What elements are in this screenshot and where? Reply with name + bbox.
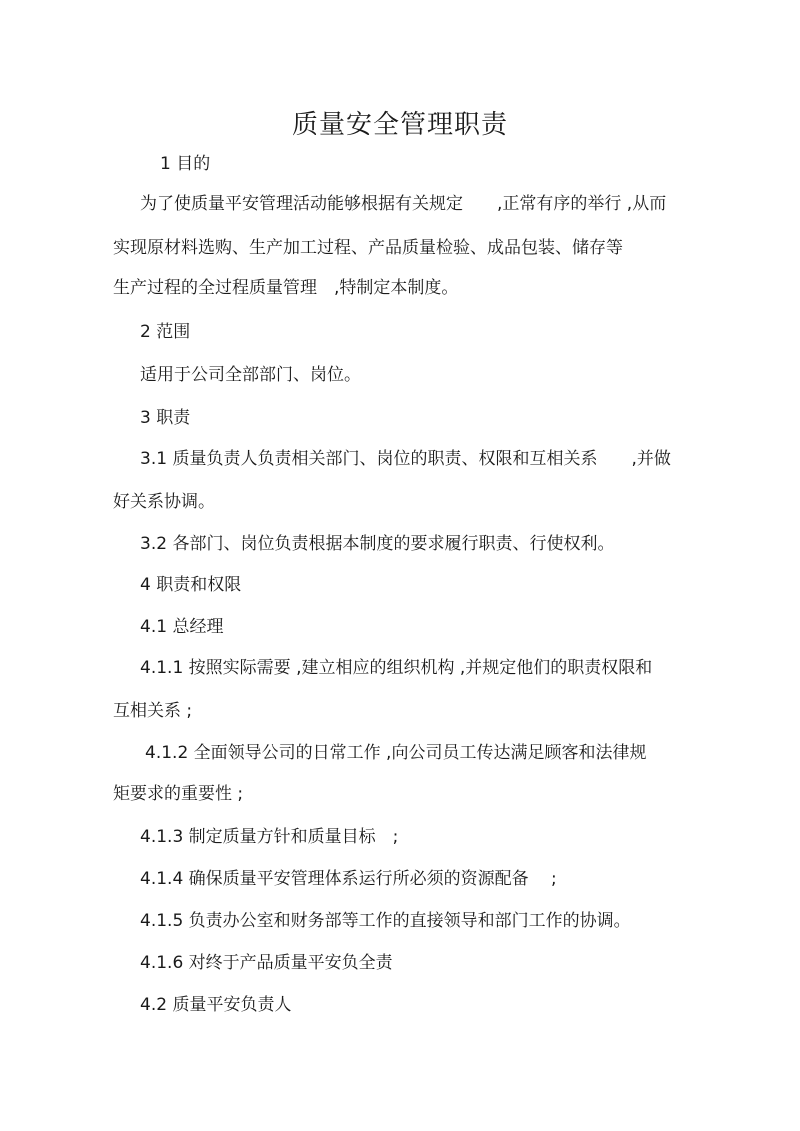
subsection-heading-quality-safety-lead: 4.2 质量平安负责人 bbox=[140, 995, 292, 1015]
subsection-heading-general-manager: 4.1 总经理 bbox=[140, 617, 224, 637]
section-heading-scope: 2 范围 bbox=[140, 322, 191, 342]
paragraph-line: 实现原材料选购、生产加工过程、产品质量检验、成品包装、储存等 bbox=[113, 238, 623, 258]
paragraph-line: 3.1 质量负责人负责相关部门、岗位的职责、权限和互相关系 ,并做 bbox=[140, 449, 671, 469]
section-heading-duties-and-authority: 4 职责和权限 bbox=[140, 575, 242, 595]
paragraph-line: 4.1.5 负责办公室和财务部等工作的直接领导和部门工作的协调。 bbox=[140, 911, 631, 931]
paragraph-line: 矩要求的重要性 ; bbox=[113, 784, 244, 804]
paragraph-line: 生产过程的全过程质量管理 ,特制定本制度。 bbox=[113, 278, 459, 298]
section-heading-purpose: 1 目的 bbox=[160, 154, 211, 174]
paragraph-line: 3.2 各部门、岗位负责根据本制度的要求履行职责、行使权利。 bbox=[140, 534, 615, 554]
paragraph-line: 4.1.3 制定质量方针和质量目标 ; bbox=[140, 827, 399, 847]
paragraph-line: 4.1.1 按照实际需要 ,建立相应的组织机构 ,并规定他们的职责权限和 bbox=[140, 658, 653, 678]
paragraph-line: 为了使质量平安管理活动能够根据有关规定 ,正常有序的举行 ,从而 bbox=[140, 194, 667, 214]
section-heading-duties: 3 职责 bbox=[140, 408, 191, 428]
paragraph-line: 好关系协调。 bbox=[113, 492, 215, 512]
paragraph-line: 4.1.4 确保质量平安管理体系运行所必须的资源配备 ; bbox=[140, 869, 557, 889]
paragraph-line: 4.1.2 全面领导公司的日常工作 ,向公司员工传达满足顾客和法律规 bbox=[145, 743, 647, 763]
page-title: 质量安全管理职责 bbox=[291, 110, 508, 140]
paragraph-line: 4.1.6 对终于产品质量平安负全责 bbox=[140, 953, 393, 973]
paragraph-line: 适用于公司全部部门、岗位。 bbox=[140, 365, 361, 385]
paragraph-line: 互相关系 ; bbox=[113, 701, 193, 721]
